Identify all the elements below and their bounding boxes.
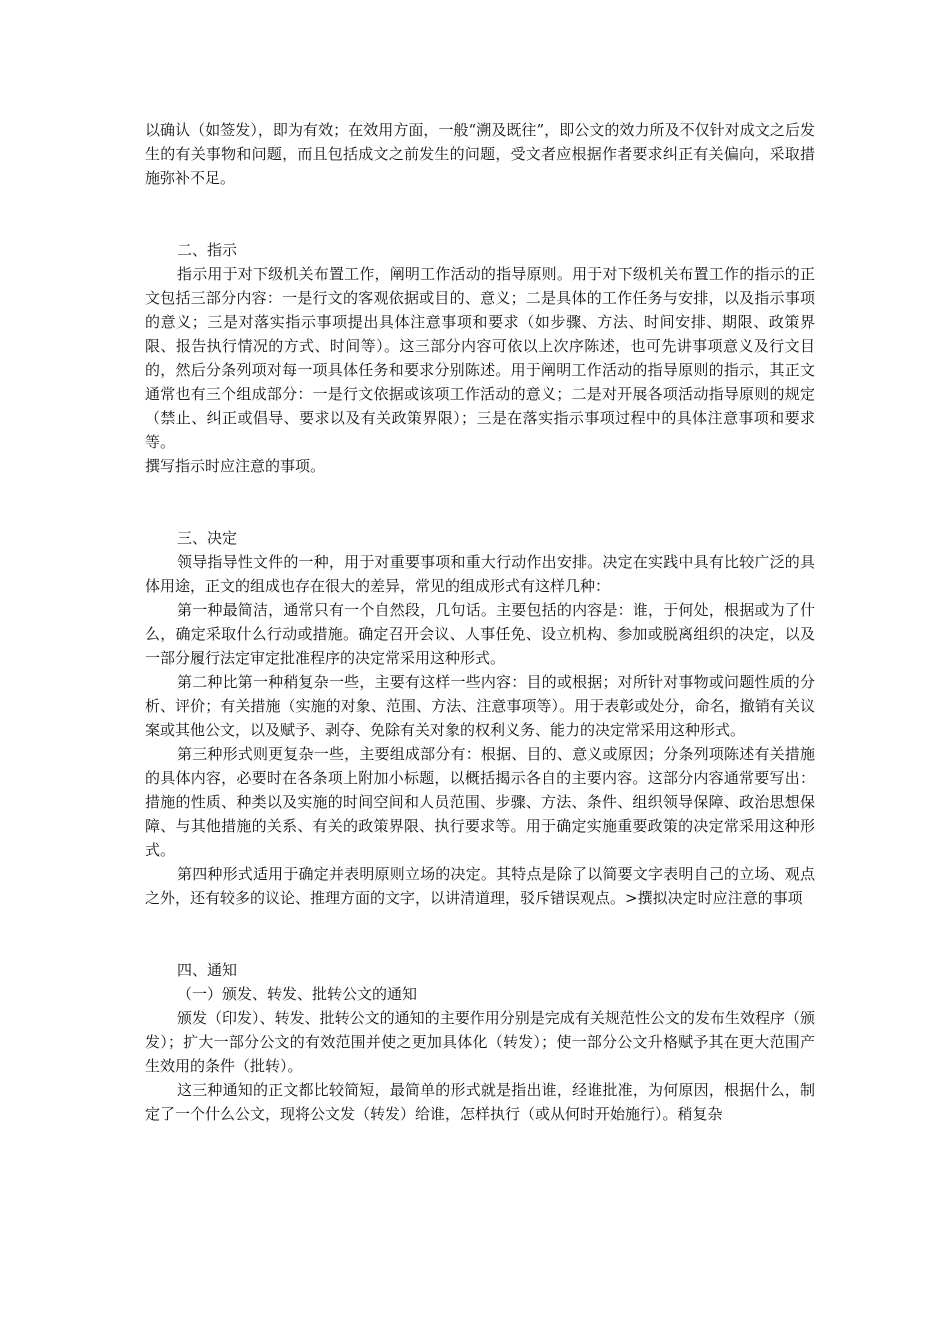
section-gap — [145, 910, 815, 958]
document-page — [145, 118, 815, 1126]
section-heading-notice: 四、通知 — [177, 961, 238, 979]
decision-paragraph-1: 领导指导性文件的一种，用于对重要事项和重大行动作出安排。决定在实践中具有比较广泛的具体用途，正文的组成也存在很大的差异，常见的组成形式有这样几种： — [145, 553, 815, 595]
directive-paragraph-1: 指示用于对下级机关布置工作，阐明工作活动的指导原则。用于对下级机关布置工作的指示的正文包括三部分内容：一是行文的客观依据或目的、意义；二是具体的工作任务与安排，以及指示事项的意义；三是对落实指示事项提出具体注意事项和要求（如步骤、方法、时间安排、期限、政策界限、报告执行情况的方式、时间等）。这三部分内容可依以上次序陈述，也可先讲事项意义及行文目的，然后分条列项对每一项具体任务和要求分别陈述。用于阐明工作活动的指导原则的指示，其正文通常也有三个组成部分：一是行文依据或该项工作活动的意义；二是对开展各项活动指导原则的规定（禁止、纠正或倡导、要求以及有关政策界限）；三是在落实指示事项过程中的具体注意事项和要求等。 — [145, 265, 815, 451]
section-heading-directive: 二、指示 — [177, 241, 238, 259]
section-heading-decision: 三、决定 — [177, 529, 238, 547]
decision-paragraph-5: 第四种形式适用于确定并表明原则立场的决定。其特点是除了以简要文字表明自己的立场、观点之外，还有较多的议论、推理方面的文字，以讲清道理，驳斥错误观点。>撰拟决定时应注意的事项 — [145, 865, 815, 907]
notice-paragraph-2: 这三种通知的正文都比较简短，最简单的形式就是指出谁，经谁批准，为何原因，根据什么，制定了一个什么公文，现将公文发（转发）给谁，怎样执行（或从何时开始施行）。稍复杂 — [145, 1081, 815, 1123]
section-gap — [145, 190, 815, 238]
section-gap — [145, 478, 815, 526]
decision-paragraph-3: 第二种比第一种稍复杂一些，主要有这样一些内容：目的或根据；对所针对事物或问题性质的分析、评价；有关措施（实施的对象、范围、方法、注意事项等）。用于表彰或处分，命名，撤销有关议案或其他公文，以及赋予、剥夺、免除有关对象的权利义务、能力的决定常采用这种形式。 — [145, 673, 815, 739]
intro-paragraph: 以确认（如签发），即为有效；在效用方面，一般“溯及既往”，即公文的效力所及不仅针对成文之后发生的有关事物和问题，而且包括成文之前发生的问题，受文者应根据作者要求纠正有关偏向，采取措施弥补不足。 — [145, 121, 815, 187]
directive-paragraph-2: 撰写指示时应注意的事项。 — [145, 457, 326, 475]
decision-paragraph-4: 第三种形式则更复杂一些，主要组成部分有：根据、目的、意义或原因；分条列项陈述有关措施的具体内容，必要时在各条项上附加小标题，以概括揭示各自的主要内容。这部分内容通常要写出：措施的性质、种类以及实施的时间空间和人员范围、步骤、方法、条件、组织领导保障、政治思想保障、与其他措施的关系、有关的政策界限、执行要求等。用于确定实施重要政策的决定常采用这种形式。 — [145, 745, 815, 859]
decision-paragraph-2: 第一种最简洁，通常只有一个自然段，几句话。主要包括的内容是：谁，于何处，根据或为了什么，确定采取什么行动或措施。确定召开会议、人事任免、设立机构、参加或脱离组织的决定，以及一部分履行法定审定批准程序的决定常采用这种形式。 — [145, 601, 815, 667]
notice-paragraph-1: 颁发（印发）、转发、批转公文的通知的主要作用分别是完成有关规范性公文的发布生效程序（颁发）；扩大一部分公文的有效范围并使之更加具体化（转发）；使一部分公文升格赋予其在更大范围产生效用的条件（批转）。 — [145, 1009, 815, 1075]
notice-subheading: （一）颁发、转发、批转公文的通知 — [177, 985, 418, 1003]
